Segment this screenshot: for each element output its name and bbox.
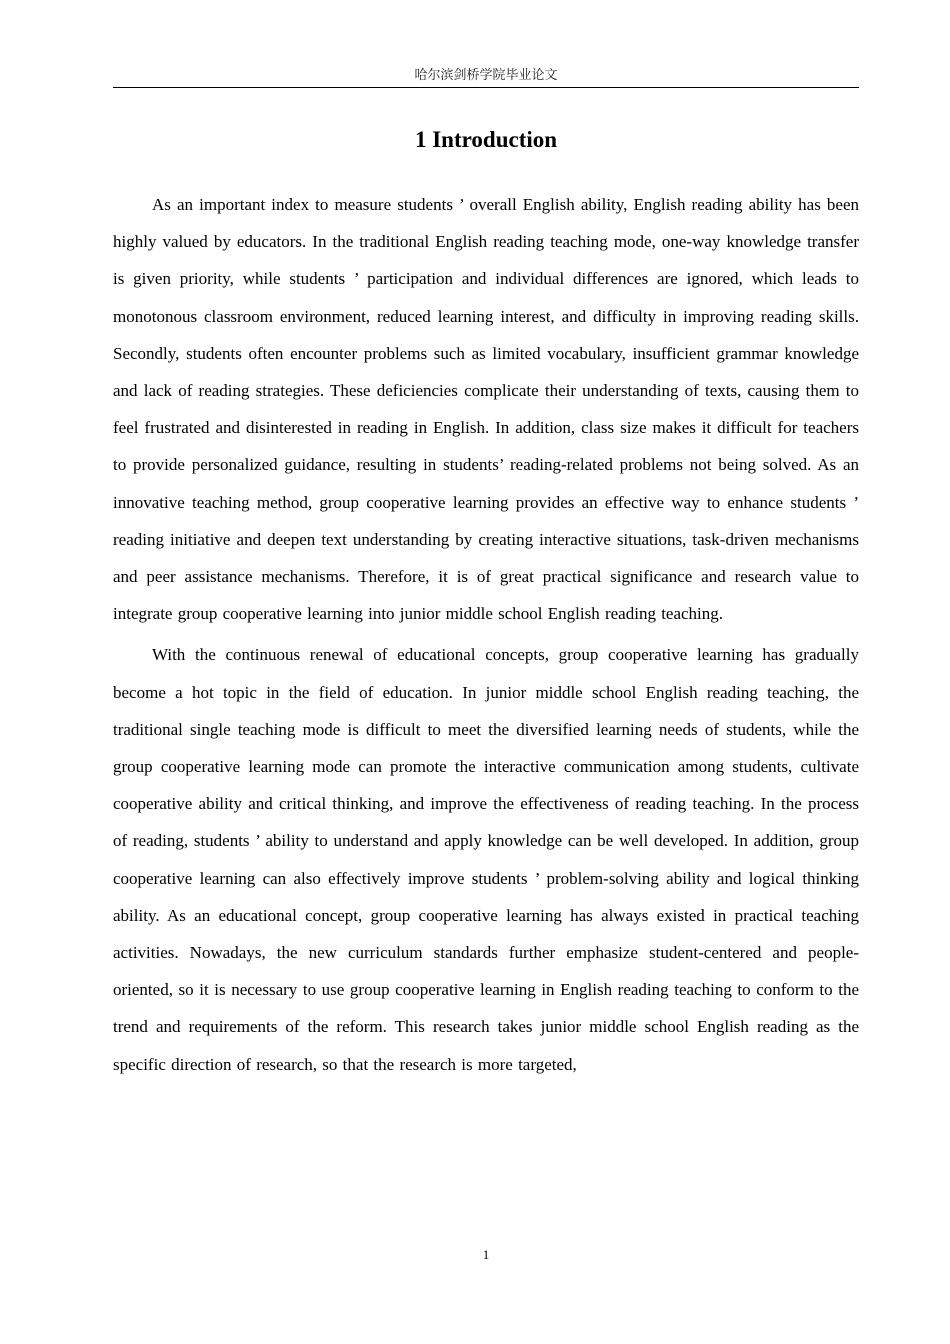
body-text [113, 186, 859, 1087]
paragraph-1: As an important index to measure students ’ overall English ability, English reading ability has been highly valued by educators. In the traditional English reading teaching mode, one-way knowledge transfer is given priority, while students ’ participation and individual differences are ignored, which leads to monotonous classroom environment, reduced learning interest, and difficulty in improving reading skills. Secondly, students often encounter problems such as limited vocabulary, insufficient grammar knowledge and lack of reading strategies. These deficiencies complicate their understanding of texts, causing them to feel frustrated and disinterested in reading in English. In addition, class size makes it difficult for teachers to provide personalized guidance, resulting in students’ reading-related problems not being solved. As an innovative teaching method, group cooperative learning provides an effective way to enhance students ’ reading initiative and deepen text understanding by creating interactive situations, task-driven mechanisms and peer assistance mechanisms. Therefore, it is of great practical significance and research value to integrate group cooperative learning into junior middle school English reading teaching. [113, 195, 859, 624]
chapter-title: 1 Introduction [414, 127, 558, 152]
header-divider [113, 87, 859, 88]
paragraph-2: With the continuous renewal of educational concepts, group cooperative learning has gradually become a hot topic in the field of education. In junior middle school English reading teaching, the traditional single teaching mode is difficult to meet the diversified learning needs of students, while the group cooperative learning mode can promote the interactive communication among students, cultivate cooperative ability and critical thinking, and improve the effectiveness of reading teaching. In the process of reading, students ’ ability to understand and apply knowledge can be well developed. In addition, group cooperative learning can also effectively improve students ’ problem-solving ability and logical thinking ability. As an educational concept, group cooperative learning has always existed in practical teaching activities. Nowadays, the new curriculum standards further emphasize student-centered and people-oriented, so it is necessary to use group cooperative learning in English reading teaching to conform to the trend and requirements of the reform. This research takes junior middle school English reading as the specific direction of research, so that the research is more targeted, [113, 645, 859, 1074]
page-number: 1 [482, 1247, 490, 1262]
running-header: 哈尔滨剑桥学院毕业论文 [414, 67, 558, 82]
